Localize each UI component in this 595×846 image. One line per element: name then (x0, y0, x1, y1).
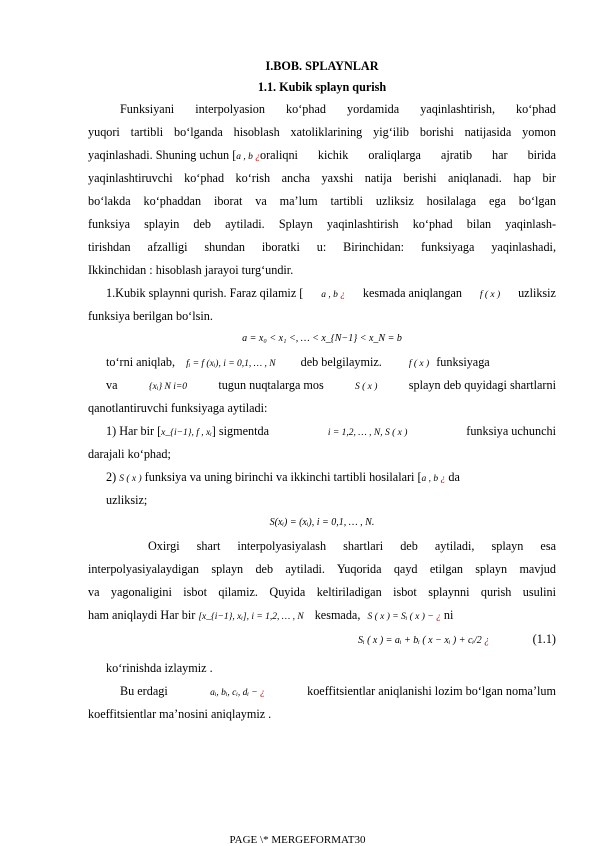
equation-interpolation: S(xᵢ) = (xᵢ), i = 0,1, … , N. (269, 517, 375, 528)
chapter-title: I.BOB. SPLAYNLAR (265, 59, 379, 73)
paragraph-line (120, 683, 556, 701)
math-function: f ( x ) (479, 290, 501, 300)
text-run: Bu erdagi (120, 684, 168, 698)
paragraph-line: koeffitsientlar ma’nosini aniqlaymiz . (88, 707, 272, 721)
text-run: ni (443, 608, 454, 622)
paragraph-line: funksiya splayin deb aytiladi. Splayn yaqinlashtirish ko‘phad bilan yaqinlash- (88, 217, 556, 231)
equation-row (88, 631, 556, 657)
text-run: deb belgilaymiz. (300, 355, 382, 369)
text-run: uzliksiz (518, 286, 556, 300)
paragraph-line: Ikkinchidan : hisoblash jarayoi turg‘undir. (88, 263, 294, 277)
condition-line: darajali ko‘phad; (88, 447, 171, 461)
math-index: i = 1,2, … , N, S ( x ) (327, 428, 408, 438)
text-run: yaqinlashadi. Shuning uchun [ (88, 148, 237, 162)
condition-line: uzliksiz; (106, 493, 148, 507)
text-run: funksiya uchunchi (466, 424, 556, 438)
equation-number: (1.1) (532, 632, 556, 646)
paragraph-line: qanotlantiruvchi funksiyaga aytiladi: (88, 401, 268, 415)
math-interval: a , b ¿ (236, 152, 261, 162)
math-definition: fᵢ = f (xᵢ), i = 0,1, … , N (186, 359, 276, 369)
math-spline: S ( x ) (355, 382, 378, 392)
condition-line (106, 469, 574, 487)
text-run: funksiyaga (436, 355, 490, 369)
paragraph-line: Oxirgi shart interpolyasiyalash shartlari deb aytiladi, splayn esa (148, 539, 556, 553)
text-run: 2) (106, 470, 120, 484)
section-title: 1.1. Kubik splayn qurish (257, 80, 387, 94)
math-spline-piece: S ( x ) = Sᵢ ( x ) − ¿ (367, 612, 441, 622)
page-footer: PAGE \* MERGEFORMAT30 (229, 834, 366, 846)
math-spline: S ( x ) (119, 474, 142, 484)
text-run: tugun nuqtalarga mos (218, 378, 324, 392)
text-run: 1) Har bir [ (106, 424, 162, 438)
text-run: ] sigmentda (211, 424, 269, 438)
paragraph-line (88, 147, 556, 165)
paragraph-line: interpolyasiyalaydigan splayn deb aytiladi. Yuqorida qayd etilgan splayn mavjud (88, 562, 556, 576)
paragraph-line (106, 285, 556, 303)
math-segment: [x_{i−1}, xᵢ], i = 1,2, … , N (198, 612, 304, 622)
paragraph-line (106, 377, 556, 395)
equation-cubic: Sᵢ ( x ) = aᵢ + bᵢ ( x − xᵢ ) + cᵢ/2 ¿ (358, 635, 490, 646)
text-run: va (106, 378, 118, 392)
paragraph-line: funksiya berilgan bo‘lsin. (88, 309, 213, 323)
math-interval: a , b ¿ (321, 290, 345, 300)
paragraph-line: yaqinlashtiruvchi ko‘phad ko‘rish ancha yaxshi natija berishi aniqlanadi. hap bir (88, 171, 556, 185)
math-node-set: {xᵢ} N i=0 (148, 382, 188, 392)
text-run: splayn deb quyidagi shartlarni (408, 378, 556, 392)
text-run: funksiya va uning birinchi va ikkinchi tartibli hosilalari [ (141, 470, 422, 484)
paragraph-line (88, 607, 556, 625)
paragraph-line: yuqori tartibli bo‘lganda hisoblash xatoliklarining yig‘ilib borishi natijasida yomon (88, 125, 556, 139)
text-run: ham aniqlaydi Har bir (88, 608, 196, 622)
math-function: f ( x ) (408, 359, 430, 369)
condition-line (106, 423, 556, 441)
text-run: da (445, 470, 460, 484)
math-coefficients: aᵢ, bᵢ, cᵢ, dᵢ − ¿ (210, 688, 265, 698)
math-interval: a , b ¿ (421, 474, 446, 484)
paragraph-line (106, 354, 556, 372)
text-run: koeffitsientlar aniqlanishi lozim bo‘lgan noma’lum (307, 684, 556, 698)
paragraph-line: va yagonaligini isbot qilamiz. Quyida keltiriladigan isbot splaynni qurish usulini (88, 585, 556, 599)
text-run: 1.Kubik splaynni qurish. Faraz qilamiz [ (106, 286, 304, 300)
math-segment: x_{i−1}, f , xᵢ (161, 428, 212, 438)
text-run: to‘rni aniqlab, (106, 355, 176, 369)
text-run: oraliqni kichik oraliqlarga ajratib har birida (260, 148, 556, 162)
equation-grid: a = x₀ < x₁ <, … < x_{N−1} < x_N = b (242, 333, 402, 344)
text-run: kesmada aniqlangan (362, 286, 462, 300)
paragraph-line: Funksiyani interpolyasion ko‘phad yordamida yaqinlashtirish, ko‘phad (120, 102, 556, 116)
paragraph-line: tirishdan afzalligi shundan iboratki u: Birinchidan: funksiyaga yaqinlashadi, (88, 240, 556, 254)
paragraph-line: bo‘lakda ko‘phaddan iborat va ma’lum tartibli uzliksiz hosilalaga ega bo‘lgan (88, 194, 556, 208)
text-run: kesmada, (314, 608, 361, 622)
paragraph-line: ko‘rinishda izlaymiz . (106, 661, 213, 675)
